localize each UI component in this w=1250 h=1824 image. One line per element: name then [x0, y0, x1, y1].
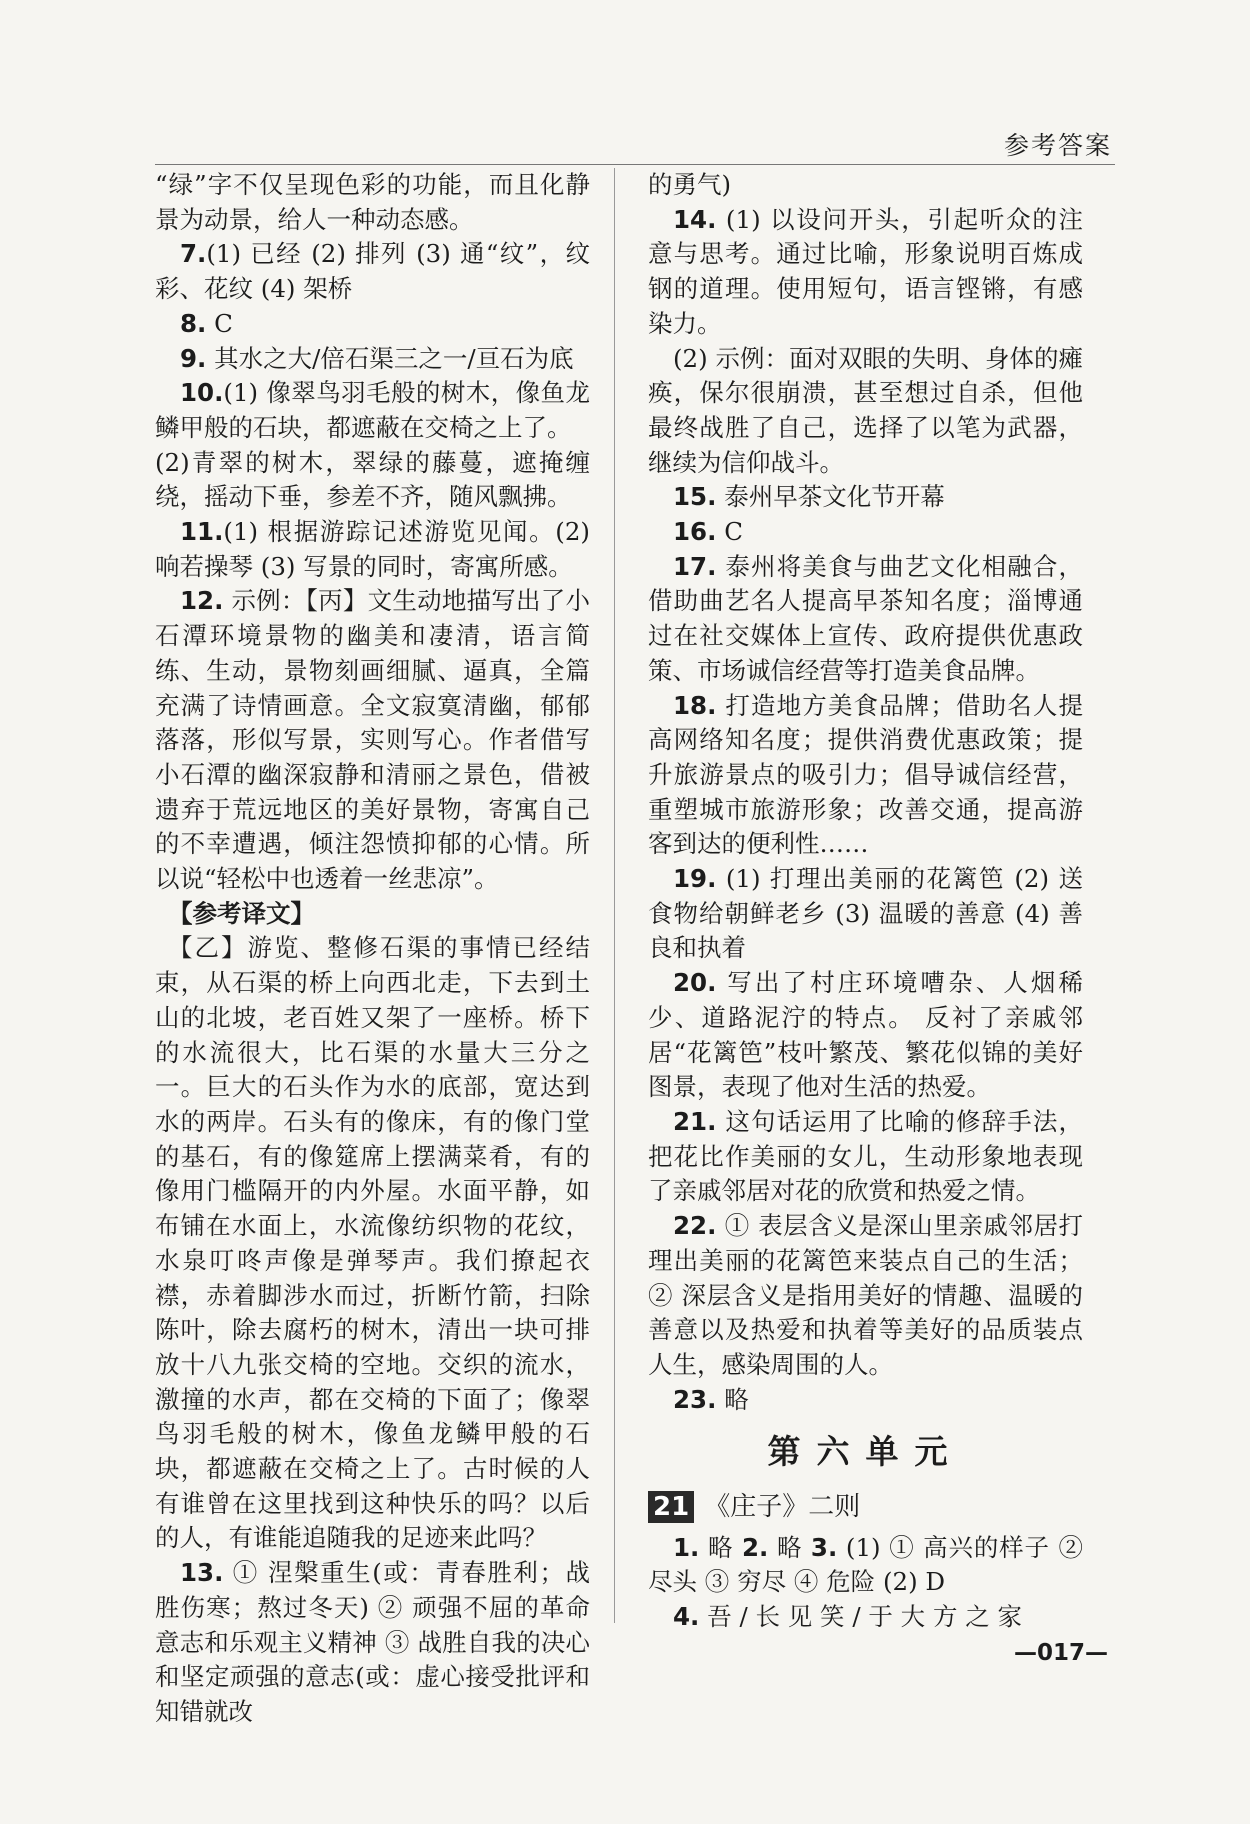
answer-number: 10.: [180, 378, 224, 408]
answer-number: 3.: [810, 1532, 838, 1562]
answer-text: (1) 已经 (2) 排列 (3) 通“纹”，纹彩、花纹 (4) 架桥: [155, 239, 590, 304]
answer-14-part2: (2) 示例：面对双眼的失明、身体的瘫痪，保尔很崩溃，甚至想过自杀，但他最终战胜了自己，选择了以笔为武器，继续为信仰战斗。: [648, 343, 1083, 477]
answer-10-part2: (2)青翠的树木，翠绿的藤蔓，遮掩缠绕，摇动下垂，参差不齐，随风飘拂。: [155, 447, 590, 512]
answer-11: [155, 515, 590, 584]
answer-23: [648, 1383, 1083, 1418]
answer-10: [155, 376, 590, 445]
answer-15: [648, 480, 1083, 515]
answer-number: 11.: [180, 517, 224, 547]
answer-continuation: “绿”字不仅呈现色彩的功能，而且化静景为动景，给人一种动态感。: [155, 170, 590, 234]
answer-text: C: [214, 308, 233, 338]
answer-7: [155, 237, 590, 306]
answer-12: [155, 584, 590, 896]
answer-number: 22.: [673, 1211, 717, 1241]
answer-number: 19.: [673, 864, 717, 894]
answer-14: [648, 203, 1083, 342]
answer-number: 14.: [673, 204, 717, 234]
answer-19: [648, 862, 1083, 966]
answer-text: 其水之大/倍石渠三之一/亘石为底: [214, 343, 574, 373]
answer-text: C: [724, 517, 743, 547]
answer-number: 21.: [673, 1106, 717, 1136]
answer-continuation: 的勇气): [648, 170, 732, 199]
answer-text: (1) 像翠鸟羽毛般的树木，像鱼龙鳞甲般的石块，都遮蔽在交椅之上了。: [155, 378, 590, 442]
answer-text: 打造地方美食品牌；借助名人提高网络知名度；提供消费优惠政策；提升旅游景点的吸引力；倡导诚信经营，重塑城市旅游形象；改善交通，提高游客到达的便利性……: [648, 690, 1083, 859]
answer-text: 写出了村庄环境嘈杂、人烟稀少、道路泥泞的特点。 反衬了亲戚邻居“花篱笆”枝叶繁茂、繁花似锦的美好图景，表现了他对生活的热爱。: [648, 968, 1083, 1102]
column-divider: [614, 168, 615, 1623]
answer-18: [648, 689, 1083, 863]
lesson-answer-4: [648, 1600, 1083, 1635]
answer-text: 泰州早茶文化节开幕: [724, 482, 945, 512]
answer-text: (1) ① 高兴的样子 ② 尽头 ③ 穷尽 ④ 危险 (2) D: [648, 1532, 1083, 1597]
answer-text: (1) 根据游踪记述游览见闻。(2) 响若操琴 (3) 写景的同时，寄寓所感。: [155, 517, 590, 581]
lesson-name: 《庄子》二则: [704, 1492, 861, 1523]
page-number: —017—: [1013, 1640, 1108, 1666]
answer-text: ① 表层含义是深山里亲戚邻居打理出美丽的花篱笆来装点自己的生活；② 深层含义是指用美好的情趣、温暖的善意以及热爱和执着等美好的品质装点人生，感染周围的人。: [648, 1211, 1083, 1379]
answer-16: [648, 515, 1083, 550]
answer-21: [648, 1105, 1083, 1209]
page-header: 参考答案: [1003, 131, 1112, 160]
answer-number: 16.: [673, 517, 717, 547]
lesson-number-badge: 21: [648, 1491, 694, 1523]
answer-text: ① 涅槃重生(或：青春胜利；战胜伤寒；熬过冬天) ② 顽强不屈的革命意志和乐观主义精神 ③ 战胜自我的决心和坚定顽强的意志(或：虚心接受批评和知错就改: [155, 1558, 590, 1726]
answer-17: [648, 550, 1083, 689]
answer-number: 18.: [673, 690, 717, 720]
right-column: [648, 168, 1083, 1635]
reference-translation-title: 【参考译文】: [168, 898, 315, 928]
lesson-title: [648, 1490, 1083, 1525]
answer-text: (1) 以设问开头，引起听众的注意与思考。通过比喻，形象说明百炼成钢的道理。使用短句，语言铿锵，有感染力。: [648, 204, 1083, 338]
answer-number: 8.: [180, 308, 207, 338]
left-column: [155, 168, 590, 1730]
answer-13: [155, 1556, 590, 1730]
answer-20: [648, 966, 1083, 1105]
answer-number: 17.: [673, 551, 717, 581]
header-rule: [155, 164, 1115, 165]
answer-number: 12.: [180, 586, 224, 616]
reference-translation: 【乙】游览、整修石渠的事情已经结束，从石渠的桥上向西北走，下去到土山的北坡，老百姓又架了一座桥。桥下的水流很大，比石渠的水量大三分之一。巨大的石头作为水的底部，宽达到水的两岸。石头有的像床，有的像门堂的基石，有的像筵席上摆满菜肴，有的像用门槛隔开的内外屋。水面平静，如布铺在水面上，水流像纺织物的花纹，水泉叮咚声像是弹琴声。我们撩起衣襟，赤着脚涉水而过，折断竹箭，扫除陈叶，除去腐朽的树木，清出一块可排放十八九张交椅的空地。交织的流水，激撞的水声，都在交椅的下面了；像翠鸟羽毛般的树木，像鱼龙鳞甲般的石块，都遮蔽在交椅之上了。古时候的人有谁曾在这里找到这种快乐的吗？以后的人，有谁能追随我的足迹来此吗？: [155, 933, 590, 1553]
answer-9: [155, 342, 590, 377]
answer-text: 泰州将美食与曲艺文化相融合，借助曲艺名人提高早茶知名度；淄博通过在社交媒体上宣传、政府提供优惠政策、市场诚信经营等打造美食品牌。: [648, 551, 1083, 685]
answer-number: 20.: [673, 968, 717, 998]
unit-title: 第六单元: [767, 1432, 964, 1472]
answer-text: 略: [776, 1532, 803, 1562]
answer-8: [155, 307, 590, 342]
answer-text: 略: [707, 1532, 734, 1562]
lesson-answers-1-3: [648, 1531, 1083, 1600]
answer-text: 这句话运用了比喻的修辞手法，把花比作美丽的女儿，生动形象地表现了亲戚邻居对花的欣赏和热爱之情。: [648, 1106, 1083, 1206]
answer-number: 2.: [741, 1532, 769, 1562]
answer-number: 7.: [180, 239, 207, 269]
answer-text: (1) 打理出美丽的花篱笆 (2) 送食物给朝鲜老乡 (3) 温暖的善意 (4) 善良和执着: [648, 864, 1083, 963]
answer-text: 吾 / 长 见 笑 / 于 大 方 之 家: [707, 1602, 1023, 1632]
answer-text: 略: [724, 1384, 749, 1414]
answer-number: 1.: [673, 1532, 700, 1562]
answer-number: 13.: [180, 1558, 224, 1588]
answer-number: 9.: [180, 343, 207, 373]
answer-22: [648, 1209, 1083, 1383]
answer-number: 15.: [673, 482, 717, 512]
answer-number: 4.: [673, 1602, 700, 1632]
answer-text: 示例：【丙】文生动地描写出了小石潭环境景物的幽美和凄清，语言简练、生动，景物刻画细腻、逼真，全篇充满了诗情画意。全文寂寞清幽，郁郁落落，形似写景，实则写心。作者借写小石潭的幽深寂静和清丽之景色，借被遗弃于荒远地区的美好景物，寄寓自己的不幸遭遇，倾注怨愤抑郁的心情。所以说“轻松中也透着一丝悲凉”。: [155, 586, 590, 894]
answer-number: 23.: [673, 1384, 717, 1414]
